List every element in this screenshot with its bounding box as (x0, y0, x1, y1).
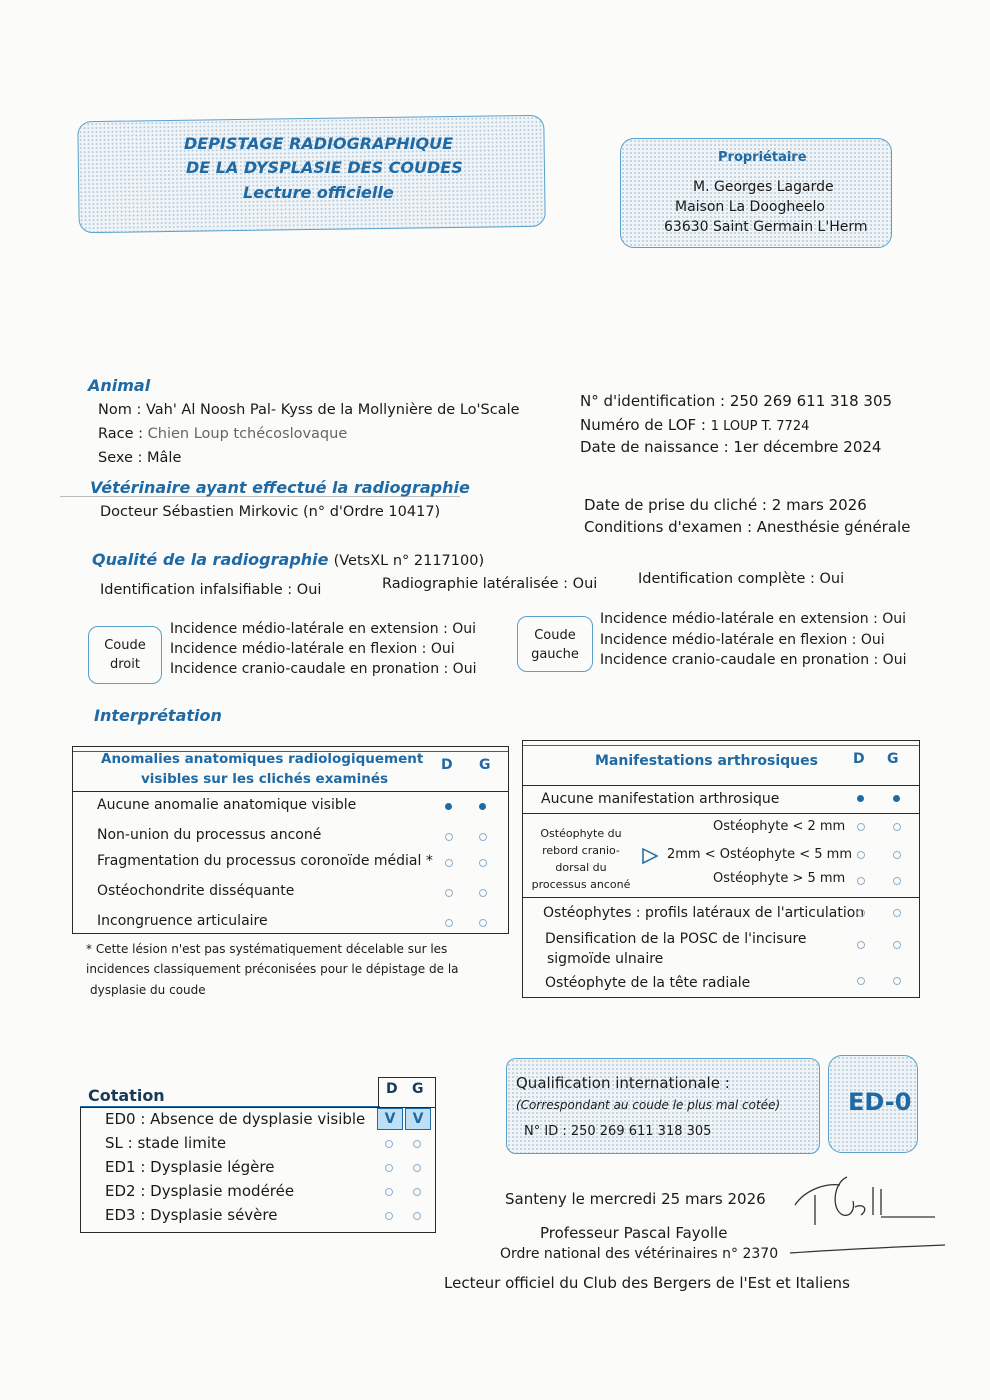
right-elbow-label-2: droit (110, 657, 140, 672)
animal-lof (580, 416, 809, 434)
animal-id: N° d'identification : 250 269 611 318 305 (580, 392, 893, 410)
anomaly-row-g-mark (479, 859, 487, 867)
arthrosis-col-g: G (887, 751, 899, 767)
anomaly-row-g-mark (479, 889, 487, 897)
title-line-1: DEPISTAGE RADIOGRAPHIQUE (184, 134, 454, 153)
right-incidence-2: Incidence médio-latérale en flexion : Oui (170, 641, 455, 657)
cotation-row-label: ED3 : Dysplasie sévère (105, 1206, 278, 1224)
anomaly-row-g-mark (479, 803, 486, 810)
arthrosis-top-line (523, 745, 919, 746)
arthrosis-title: Manifestations arthrosiques (595, 753, 818, 769)
cotation-d-mark (385, 1164, 393, 1172)
animal-birth: Date de naissance : 1er décembre 2024 (580, 438, 882, 456)
signature-name: Professeur Pascal Fayolle (540, 1224, 728, 1242)
anomaly-row-g-mark (479, 833, 487, 841)
right-elbow-label-1: Coude (104, 638, 146, 653)
anomaly-row-label: Ostéochondrite disséquante (97, 883, 295, 899)
vet-name: Docteur Sébastien Mirkovic (n° d'Ordre 10417) (100, 504, 441, 520)
osteo-size-1: Ostéophyte < 2 mm (713, 819, 846, 834)
left-elbow-badge (517, 616, 593, 672)
anomaly-row-d-mark (445, 889, 453, 897)
right-incidence-3: Incidence cranio-caudale en pronation : Oui (170, 661, 477, 677)
osteo-profils-g (893, 909, 901, 917)
anomalies-note-1: * Cette lésion n'est pas systématiquement décelable sur les (86, 942, 448, 956)
quality-id-infalsifiable: Identification infalsifiable : Oui (100, 582, 322, 598)
anomalies-note-3: dysplasie du coude (90, 983, 206, 997)
tete-radiale-d (857, 977, 865, 985)
anomaly-row-d-mark (445, 803, 452, 810)
anomalies-col-d: D (441, 757, 453, 773)
densification-2: sigmoïde ulnaire (547, 951, 664, 967)
osteo-group-label (531, 825, 631, 893)
animal-race (98, 426, 347, 442)
osteo-size-3-g (893, 877, 901, 885)
cotation-g-mark (413, 1164, 421, 1172)
arthrosis-divider-1 (523, 813, 919, 814)
tete-radiale-g (893, 977, 901, 985)
signature-ordre: Ordre national des vétérinaires n° 2370 (500, 1246, 779, 1262)
vet-conditions: Conditions d'examen : Anesthésie générale (584, 518, 911, 536)
arthrosis-header-divider (523, 785, 919, 786)
left-incidence-1: Incidence médio-latérale en extension : Oui (600, 611, 907, 627)
signature-place-date: Santeny le mercredi 25 mars 2026 (505, 1190, 766, 1208)
osteo-group-3: dorsal du (555, 861, 607, 874)
interpretation-section-title: Interprétation (94, 706, 222, 725)
race-value: Chien Loup tchécoslovaque (147, 426, 348, 442)
qualification-subtitle: (Correspondant au coude le plus mal cotée) (516, 1098, 781, 1112)
anomaly-row-label: Incongruence articulaire (97, 913, 268, 929)
qualification-id: N° ID : 250 269 611 318 305 (524, 1124, 712, 1139)
race-label: Race : (98, 426, 148, 442)
osteo-size-1-d (857, 823, 865, 831)
owner-address-1: Maison La Doogheelo (675, 199, 825, 215)
cotation-title: Cotation (88, 1086, 165, 1105)
anomaly-row-d-mark (445, 919, 453, 927)
lof-label: Numéro de LOF : (580, 416, 711, 434)
signature-role: Lecteur officiel du Club des Bergers de l'Est et Italiens (444, 1274, 850, 1292)
cotation-d-check: V (377, 1108, 403, 1130)
title-line-2: DE LA DYSPLASIE DES COUDES (186, 158, 463, 177)
left-elbow-label-2: gauche (531, 647, 579, 662)
anomaly-row-label: Aucune anomalie anatomique visible (97, 797, 357, 813)
cotation-col-d: D (386, 1081, 398, 1097)
cotation-g-mark (413, 1212, 421, 1220)
anomalies-header-divider (73, 791, 508, 792)
right-incidence-1: Incidence médio-latérale en extension : Oui (170, 621, 477, 637)
left-elbow-label-1: Coude (534, 628, 576, 643)
anomaly-row-label: Fragmentation du processus coronoïde médial * (97, 853, 433, 869)
left-incidence-3: Incidence cranio-caudale en pronation : Oui (600, 652, 907, 668)
lof-value: 1 LOUP T. 7724 (710, 419, 810, 434)
cotation-row-label: ED1 : Dysplasie légère (105, 1158, 275, 1176)
owner-title: Propriétaire (718, 150, 807, 165)
owner-name: M. Georges Lagarde (693, 179, 834, 195)
quality-lateral: Radiographie latéralisée : Oui (382, 576, 598, 592)
osteo-size-2: 2mm < Ostéophyte < 5 mm (667, 847, 852, 862)
arthrosis-divider-2 (523, 897, 919, 898)
anomaly-row-d-mark (445, 859, 453, 867)
arthrosis-none-d-mark (857, 795, 864, 802)
cotation-d-mark (385, 1188, 393, 1196)
cotation-d-mark (385, 1212, 393, 1220)
right-elbow-badge (88, 626, 162, 684)
arthrosis-none-g-mark (893, 795, 900, 802)
arthrosis-none: Aucune manifestation arthrosique (541, 791, 780, 807)
anomalies-col-g: G (479, 757, 491, 773)
anomalies-title-1: Anomalies anatomiques radiologiquement (101, 751, 424, 767)
osteo-group-4: processus anconé (531, 878, 631, 891)
animal-sex: Sexe : Mâle (98, 450, 182, 466)
anomaly-row-g-mark (479, 919, 487, 927)
osteo-size-1-g (893, 823, 901, 831)
cotation-g-mark (413, 1188, 421, 1196)
cotation-table (80, 1107, 436, 1233)
quality-section-title: Qualité de la radiographie (92, 550, 329, 569)
quality-title-row (92, 550, 484, 569)
animal-name: Nom : Vah' Al Noosh Pal- Kyss de la Mollynière de Lo'Scale (98, 402, 520, 418)
left-incidence-2: Incidence médio-latérale en flexion : Oui (600, 632, 885, 648)
osteo-group-1: Ostéophyte du (540, 827, 622, 840)
osteo-tete-radiale: Ostéophyte de la tête radiale (545, 975, 751, 991)
quality-ref: (VetsXL n° 2117100) (333, 553, 485, 569)
cotation-g-mark (413, 1140, 421, 1148)
cotation-d-mark (385, 1140, 393, 1148)
arthrosis-col-d: D (853, 751, 865, 767)
title-line-3: Lecture officielle (243, 183, 394, 202)
qualification-title: Qualification internationale : (516, 1074, 730, 1092)
cotation-row-label: ED0 : Absence de dysplasie visible (105, 1110, 366, 1128)
quality-id-complete: Identification complète : Oui (638, 571, 845, 587)
cotation-row-label: ED2 : Dysplasie modérée (105, 1182, 295, 1200)
anomaly-row-d-mark (445, 833, 453, 841)
cotation-row-label: SL : stade limite (105, 1134, 227, 1152)
animal-section-title: Animal (88, 376, 151, 395)
osteo-size-3-d (857, 877, 865, 885)
arthrosis-table (522, 740, 920, 998)
anomalies-table (72, 746, 509, 934)
cotation-col-g: G (412, 1081, 424, 1097)
osteo-profils: Ostéophytes : profils latéraux de l'articulation (543, 905, 865, 921)
handwritten-signature (785, 1165, 950, 1265)
osteo-size-2-g (893, 851, 901, 859)
osteo-size-2-d (857, 851, 865, 859)
triangle-pointer-icon (641, 847, 659, 865)
cotation-g-check: V (405, 1108, 431, 1130)
anomalies-title-2: visibles sur les clichés examinés (141, 771, 389, 787)
vet-date: Date de prise du cliché : 2 mars 2026 (584, 496, 867, 514)
osteo-size-3: Ostéophyte > 5 mm (713, 871, 846, 886)
densification-g (893, 941, 901, 949)
densification-1: Densification de la POSC de l'incisure (545, 931, 807, 947)
anomaly-row-label: Non-union du processus anconé (97, 827, 322, 843)
grade-value: ED-0 (848, 1088, 912, 1116)
vet-section-title: Vétérinaire ayant effectué la radiographie (90, 478, 470, 497)
owner-address-2: 63630 Saint Germain L'Herm (664, 219, 868, 235)
osteo-group-2: rebord cranio- (542, 844, 620, 857)
densification-d (857, 941, 865, 949)
anomalies-note-2: incidences classiquement préconisées pour le dépistage de la (86, 962, 459, 976)
osteo-profils-d (857, 909, 865, 917)
